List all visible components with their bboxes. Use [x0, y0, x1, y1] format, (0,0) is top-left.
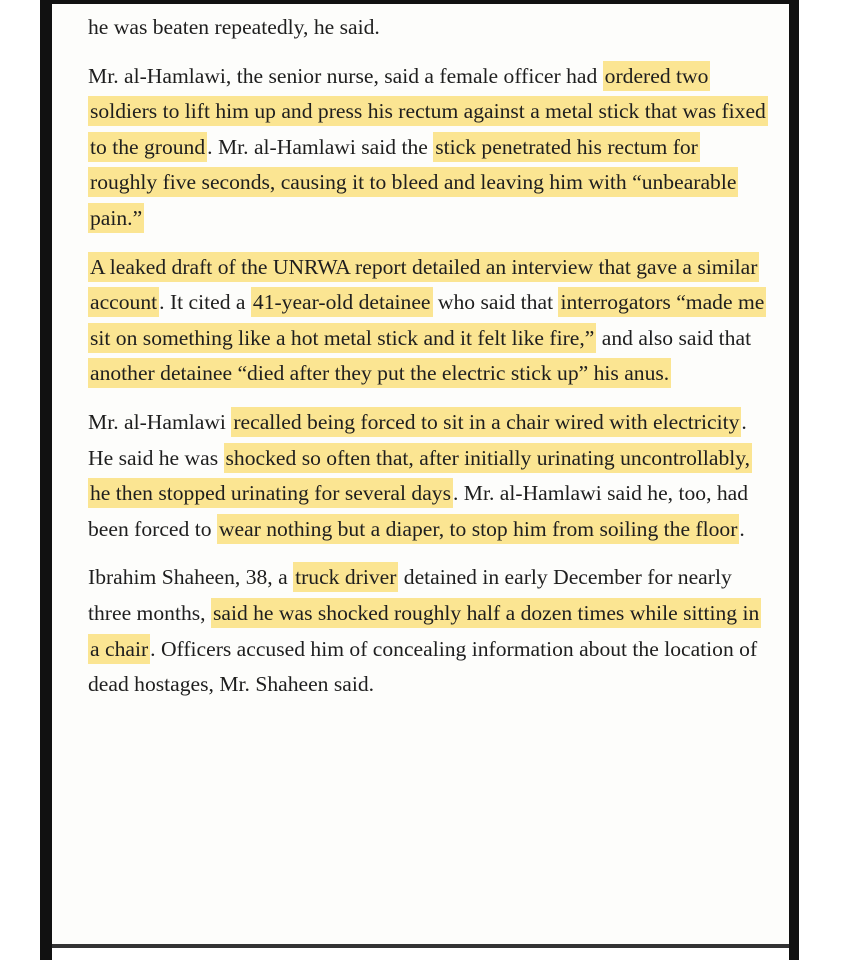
- paragraph-4: [88, 560, 768, 702]
- text-run: and also said that: [596, 325, 752, 350]
- highlighted-text: stick penetrated his rectum for roughly five seconds, causing it to bleed and leaving him with “unbearable pain.”: [88, 132, 738, 233]
- text-run: . Mr. al-Hamlawi said he, too, had been forced to: [88, 481, 749, 541]
- paragraph-0: [88, 10, 768, 46]
- text-run: . Officers accused him of concealing information about the location of dead hostages, Mr. Shaheen said.: [88, 636, 758, 697]
- highlighted-text: said he was shocked roughly half a dozen times while sitting in a chair: [88, 598, 761, 664]
- article-body: [88, 10, 768, 703]
- frame-border-left: [40, 0, 52, 960]
- text-run: Mr. al-Hamlawi: [88, 409, 232, 434]
- highlighted-text: wear nothing but a diaper, to stop him from soiling the floor: [217, 514, 740, 544]
- text-run: who said that: [432, 290, 559, 315]
- highlighted-text: A leaked draft of the UNRWA report detailed an interview that gave a similar account: [88, 252, 759, 318]
- paragraph-2: [88, 250, 768, 392]
- text-run: Ibrahim Shaheen, 38, a: [88, 565, 294, 590]
- highlighted-text: interrogators “made me sit on something like a hot metal stick and it felt like fire,”: [88, 287, 766, 353]
- text-run: Mr. al-Hamlawi, the senior nurse, said a female officer had: [88, 63, 603, 88]
- text-run: . He said he was: [88, 409, 747, 470]
- text-run: he was beaten repeatedly, he said.: [88, 15, 380, 39]
- frame-border-right: [789, 0, 799, 960]
- text-run: detained in early December for nearly three months,: [88, 565, 732, 625]
- page-bottom-rule: [52, 944, 789, 948]
- highlighted-text: recalled being forced to sit in a chair wired with electricity: [231, 407, 741, 437]
- highlighted-text: another detainee “died after they put the electric stick up” his anus.: [88, 358, 671, 388]
- paragraph-1: [88, 59, 768, 237]
- highlighted-text: shocked so often that, after initially urinating uncontrollably, he then stopped urinating for several days: [88, 443, 752, 509]
- highlighted-text: 41-year-old detainee: [251, 287, 433, 317]
- text-run: . Mr. al-Hamlawi said the: [207, 134, 434, 159]
- paragraph-3: Mr. al-Hamlawi recalled being forced to sit in a chair wired with electricity. He said he was shocked so often that, after initially urinating uncontrollably, he then stopped urinating for several days. Mr. al-Hamlawi said he, too, had been forced to wear nothing but a diaper, to stop him from soiling the floor.: [88, 405, 768, 547]
- highlighted-text: ordered two soldiers to lift him up and press his rectum against a metal stick that was fixed to the ground: [88, 61, 768, 162]
- text-run: . It cited a: [159, 290, 251, 315]
- highlighted-text: truck driver: [293, 562, 398, 592]
